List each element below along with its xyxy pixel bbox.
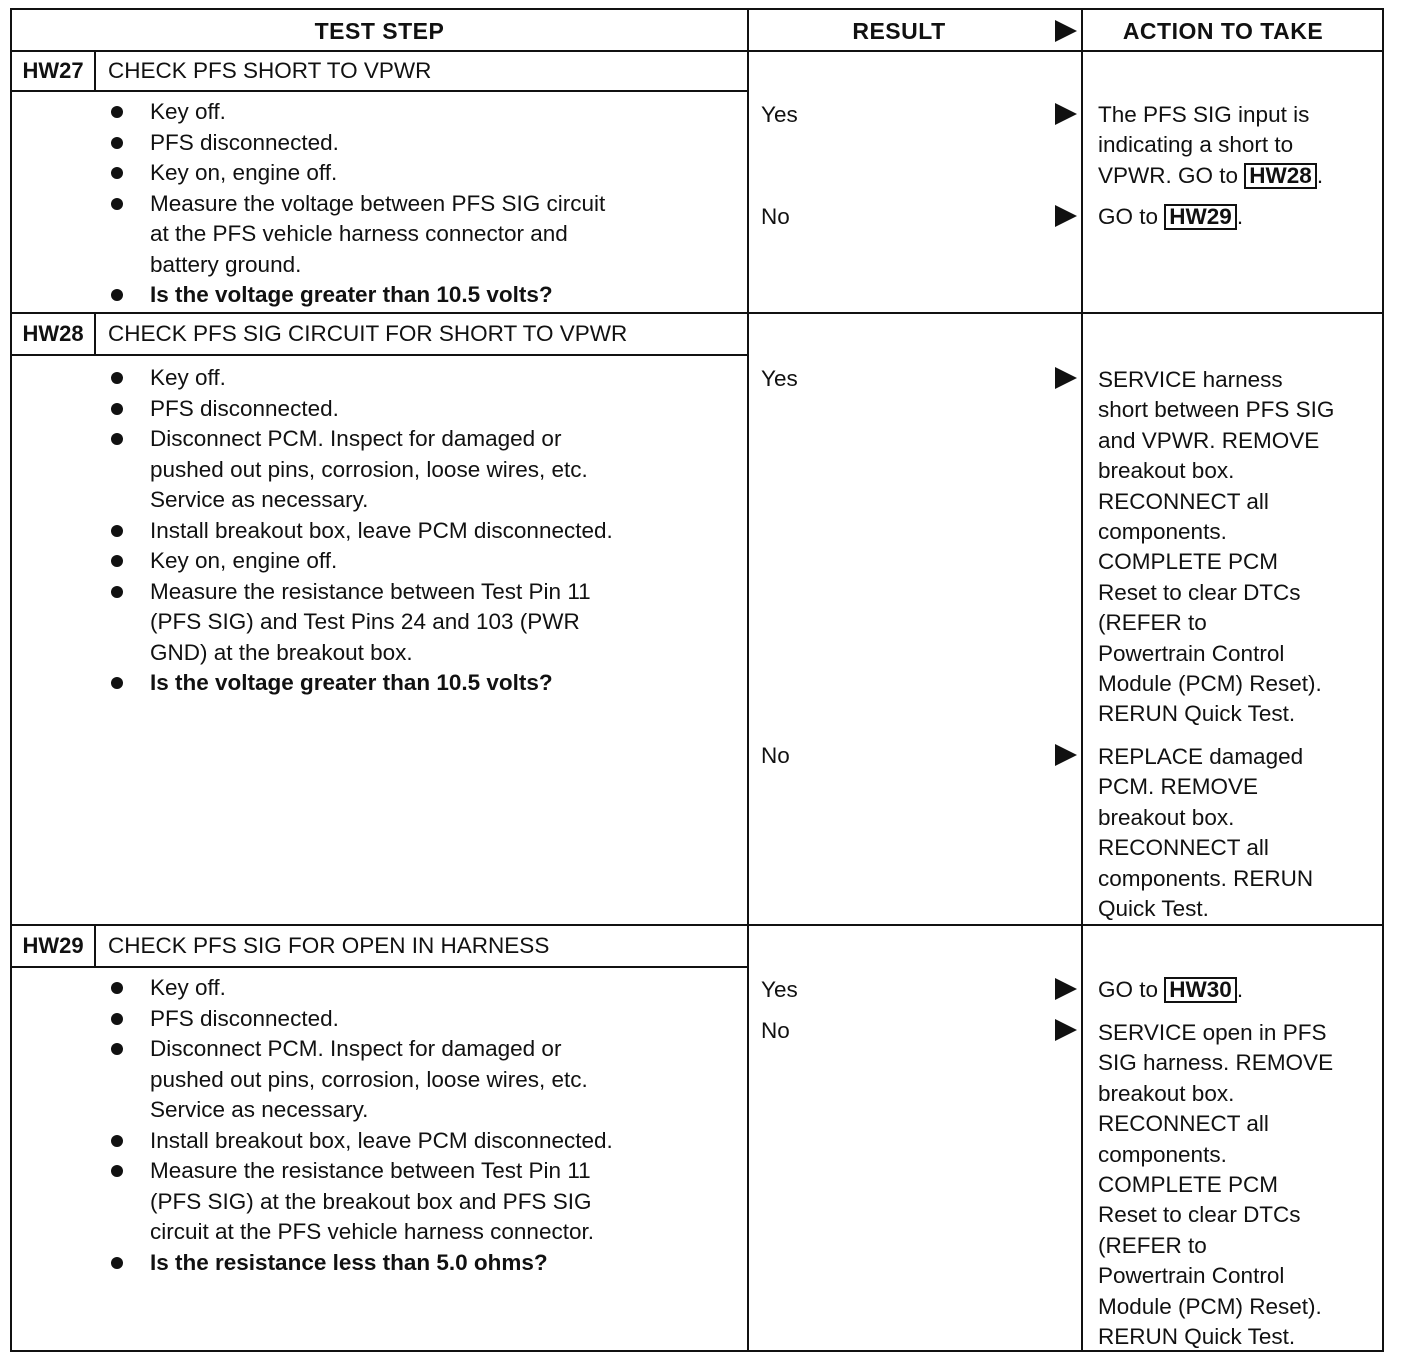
bullet-icon <box>111 1257 123 1269</box>
list-item-continuation: battery ground. <box>150 251 302 277</box>
list-item-continuation: pushed out pins, corrosion, loose wires, etc. <box>150 1066 588 1092</box>
list-item: PFS disconnected. <box>108 1004 738 1035</box>
step-id-divider <box>94 924 96 966</box>
bullet-icon <box>111 372 123 384</box>
bullet-icon <box>111 1013 123 1025</box>
step-id-divider <box>94 312 96 354</box>
bullet-icon <box>111 403 123 415</box>
result-no-hw28: No <box>761 743 790 768</box>
list-item-continuation: Service as necessary. <box>150 1097 369 1122</box>
step-id-divider <box>94 50 96 90</box>
list-item-continuation: Service as necessary. <box>150 487 369 512</box>
arrow-icon <box>1055 1019 1077 1041</box>
arrow-icon <box>1055 744 1077 766</box>
list-item: PFS disconnected. <box>108 394 738 425</box>
list-item-continuation: (PFS SIG) and Test Pins 24 and 103 (PWR <box>150 609 580 634</box>
bullet-icon <box>111 137 123 149</box>
list-item: Key on, engine off. <box>108 546 738 577</box>
list-item: Measure the voltage between PFS SIG circuit <box>108 189 738 220</box>
bullet-icon <box>111 1043 123 1055</box>
header-test-step: TEST STEP <box>314 18 445 44</box>
column-divider-action <box>1081 10 1083 1350</box>
action-yes-hw29: GO to HW30 . <box>1098 977 1244 1002</box>
result-no-hw27: No <box>761 204 790 229</box>
step-id-hw29: HW29 <box>22 933 84 958</box>
arrow-icon <box>1055 367 1077 389</box>
list-item: Measure the resistance between Test Pin 11 <box>108 1156 738 1187</box>
bullet-icon <box>111 525 123 537</box>
list-item: Disconnect PCM. Inspect for damaged or <box>108 424 738 455</box>
bullet-icon <box>111 555 123 567</box>
step-question-hw28: Is the voltage greater than 10.5 volts? <box>108 668 738 699</box>
bullet-icon <box>111 433 123 445</box>
list-item: Key off. <box>108 363 738 394</box>
result-yes-hw29: Yes <box>761 977 798 1002</box>
list-item: Disconnect PCM. Inspect for damaged or <box>108 1034 738 1065</box>
bullet-icon <box>111 677 123 689</box>
step-instructions-hw28 <box>108 363 738 699</box>
list-item: Key off. <box>108 97 738 128</box>
step-title-underline <box>12 354 749 356</box>
step-instructions-hw27 <box>108 97 738 311</box>
action-no-hw28: REPLACE damaged PCM. REMOVE breakout box. RECONNECT all components. RERUN Quick Test. <box>1098 744 1314 922</box>
action-yes-hw28: SERVICE harness short between PFS SIG and VPWR. REMOVE breakout box. RECONNECT all components. COMPLETE PCM Reset to clear DTCs (REFER to Powertrain Control Module (PCM) Reset). RERUN Quick Test. <box>1098 367 1335 727</box>
bullet-icon <box>111 289 123 301</box>
list-item-continuation: GND) at the breakout box. <box>150 639 413 665</box>
list-item-continuation: pushed out pins, corrosion, loose wires, etc. <box>150 456 588 482</box>
step-question-hw29: Is the resistance less than 5.0 ohms? <box>108 1248 738 1279</box>
arrow-icon <box>1055 978 1077 1000</box>
result-yes-hw27: Yes <box>761 102 798 127</box>
step-ref-hw29[interactable]: HW29 <box>1164 204 1237 230</box>
header-action-to-take: ACTION TO TAKE <box>1122 18 1324 44</box>
list-item: Measure the resistance between Test Pin 11 <box>108 577 738 608</box>
list-item-continuation: circuit at the PFS vehicle harness connector. <box>150 1219 594 1244</box>
result-no-hw29: No <box>761 1018 790 1043</box>
action-no-hw29: SERVICE open in PFS SIG harness. REMOVE breakout box. RECONNECT all components. COMPLETE PCM Reset to clear DTCs (REFER to Powertrain Control Module (PCM) Reset). RERUN Quick Test. <box>1098 1020 1334 1350</box>
list-item-continuation: at the PFS vehicle harness connector and <box>150 221 568 246</box>
list-item: Key on, engine off. <box>108 158 738 189</box>
step-question-hw27: Is the voltage greater than 10.5 volts? <box>108 280 738 311</box>
header-result: RESULT <box>852 18 946 44</box>
bullet-icon <box>111 982 123 994</box>
list-item: PFS disconnected. <box>108 128 738 159</box>
bullet-icon <box>111 1165 123 1177</box>
bullet-icon <box>111 106 123 118</box>
result-yes-hw28: Yes <box>761 366 798 391</box>
action-no-hw27: GO to HW29 . <box>1098 204 1244 229</box>
step-title-hw28: CHECK PFS SIG CIRCUIT FOR SHORT TO VPWR <box>108 321 628 346</box>
step-divider <box>12 924 1382 926</box>
bullet-icon <box>111 586 123 598</box>
step-title-underline <box>12 90 749 92</box>
bullet-icon <box>111 1135 123 1147</box>
arrow-icon <box>1055 205 1077 227</box>
arrow-icon <box>1055 20 1077 42</box>
list-item: Install breakout box, leave PCM disconnected. <box>108 1126 738 1157</box>
step-title-hw27: CHECK PFS SHORT TO VPWR <box>108 58 432 83</box>
bullet-icon <box>111 167 123 179</box>
diagnostic-table <box>10 8 1384 1352</box>
list-item: Key off. <box>108 973 738 1004</box>
step-ref-hw30[interactable]: HW30 <box>1164 977 1237 1003</box>
step-divider <box>12 312 1382 314</box>
list-item: Install breakout box, leave PCM disconnected. <box>108 516 738 547</box>
step-instructions-hw29 <box>108 973 738 1278</box>
bullet-icon <box>111 198 123 210</box>
step-ref-hw28[interactable]: HW28 <box>1244 163 1317 189</box>
step-id-hw28: HW28 <box>22 321 84 346</box>
action-yes-hw27: The PFS SIG input is indicating a short to VPWR. GO to HW28 . <box>1098 102 1324 188</box>
step-title-hw29: CHECK PFS SIG FOR OPEN IN HARNESS <box>108 933 550 958</box>
column-divider-result <box>747 10 749 1350</box>
arrow-icon <box>1055 103 1077 125</box>
list-item-continuation: (PFS SIG) at the breakout box and PFS SIG <box>150 1188 592 1214</box>
step-id-hw27: HW27 <box>22 58 84 83</box>
step-title-underline <box>12 966 749 968</box>
